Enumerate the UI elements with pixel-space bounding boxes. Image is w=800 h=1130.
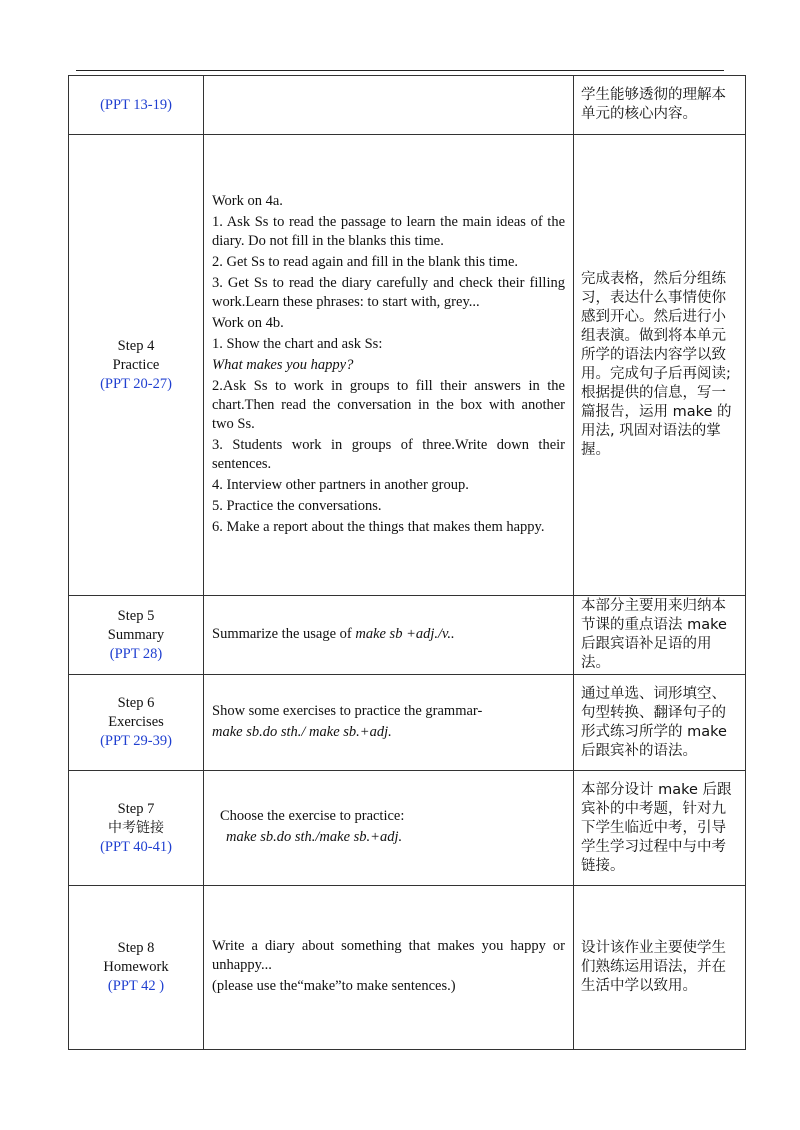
activity-line: 3. Students work in groups of three.Write down their sentences.	[212, 436, 565, 472]
purpose-text: 本部分主要用来归纳本节课的重点语法 make 后跟宾语补足语的用法。	[581, 598, 727, 671]
purpose-cell	[574, 596, 746, 675]
purpose-cell	[574, 76, 746, 135]
activity-cell	[204, 886, 574, 1050]
activity-formula: make sb.do sth./ make sb.+adj.	[212, 723, 392, 740]
activity-line: 1. Ask Ss to read the passage to learn the main ideas of the diary. Do not fill in the blanks this time.	[212, 213, 565, 249]
step-name: Summary	[107, 626, 165, 643]
activity-line: 3. Get Ss to read the diary carefully and check their filling work.Learn these phrases: to start with, grey...	[212, 274, 565, 310]
activity-cell	[204, 771, 574, 886]
lesson-plan-table	[68, 75, 746, 1050]
purpose-text: 完成表格，然后分组练习，表达什么事情使你感到开心。然后进行小组表演。做到将本单元所学的语法内容学以致用。完成句子后再阅读; 根据提供的信息，写一篇报告，运用 make 的用法, 巩固对语法的掌握。	[581, 271, 732, 458]
ppt-range: (PPT 20-27)	[100, 375, 172, 392]
purpose-cell	[574, 135, 746, 596]
table-row	[69, 771, 746, 886]
table-row	[69, 596, 746, 675]
table-row	[69, 886, 746, 1050]
purpose-text: 通过单选、词形填空、句型转换、翻译句子的形式练习所学的 make 后跟宾补的语法。	[581, 685, 727, 759]
activity-line	[212, 625, 565, 644]
step-number: Step 5	[117, 607, 155, 624]
activity-line: Choose the exercise to practice:	[220, 808, 405, 824]
ppt-range: (PPT 42 )	[107, 978, 165, 994]
purpose-cell	[574, 675, 746, 771]
activity-formula: make sb +adj./v..	[355, 625, 455, 642]
step-number: Step 7	[117, 800, 155, 817]
purpose-cell	[574, 771, 746, 886]
purpose-text: 设计该作业主要使学生们熟练运用语法，并在生活中学以致用。	[581, 940, 726, 994]
activity-line: Write a diary about something that makes you happy or unhappy...	[212, 938, 565, 973]
activity-formula: make sb.do sth./make sb.+adj.	[226, 829, 403, 845]
activity-line: 6. Make a report about the things that makes them happy.	[212, 518, 545, 535]
step-cell	[69, 771, 204, 886]
ppt-range: (PPT 40-41)	[100, 838, 172, 855]
step-number: Step 8	[117, 940, 155, 956]
purpose-text: 学生能够透彻的理解本单元的核心内容。	[581, 87, 726, 122]
step-cell	[69, 135, 204, 596]
activity-line: 4. Interview other partners in another group.	[212, 476, 469, 493]
step-cell	[69, 76, 204, 135]
ppt-range: (PPT 13-19)	[100, 96, 172, 113]
activity-text: Summarize the usage of	[212, 625, 356, 642]
activity-line: (please use the“make”to make sentences.)	[212, 978, 456, 994]
activity-line: Work on 4a.	[212, 192, 283, 209]
step-name: Exercises	[108, 714, 164, 730]
header-rule	[76, 70, 724, 71]
step-name: Homework	[103, 959, 169, 975]
step-name: Practice	[112, 356, 160, 373]
activity-line: Work on 4b.	[212, 314, 284, 331]
activity-line: 2.Ask Ss to work in groups to fill their answers in the chart.Then read the conversation in the box with another two Ss.	[212, 377, 565, 432]
step-cell	[69, 886, 204, 1050]
activity-cell	[204, 76, 574, 135]
table-row	[69, 675, 746, 771]
step-cell	[69, 675, 204, 771]
activity-line: 1. Show the chart and ask Ss:	[212, 335, 383, 352]
step-number: Step 4	[117, 337, 155, 354]
activity-line: Show some exercises to practice the grammar-	[212, 702, 483, 719]
activity-cell	[204, 135, 574, 596]
step-name: 中考链接	[108, 819, 164, 836]
table-row	[69, 135, 746, 596]
activity-cell	[204, 596, 574, 675]
activity-question: What makes you happy?	[212, 356, 354, 373]
activity-cell	[204, 675, 574, 771]
step-number: Step 6	[117, 695, 155, 711]
activity-line: 5. Practice the conversations.	[212, 497, 382, 514]
purpose-cell	[574, 886, 746, 1050]
table-row	[69, 76, 746, 135]
purpose-text: 本部分设计 make 后跟宾补的中考题，针对九下学生临近中考，引导学生学习过程中与中考链接。	[581, 781, 732, 874]
ppt-range: (PPT 29-39)	[100, 733, 172, 749]
ppt-range: (PPT 28)	[109, 645, 163, 662]
activity-line: 2. Get Ss to read again and fill in the blank this time.	[212, 253, 519, 270]
step-cell	[69, 596, 204, 675]
